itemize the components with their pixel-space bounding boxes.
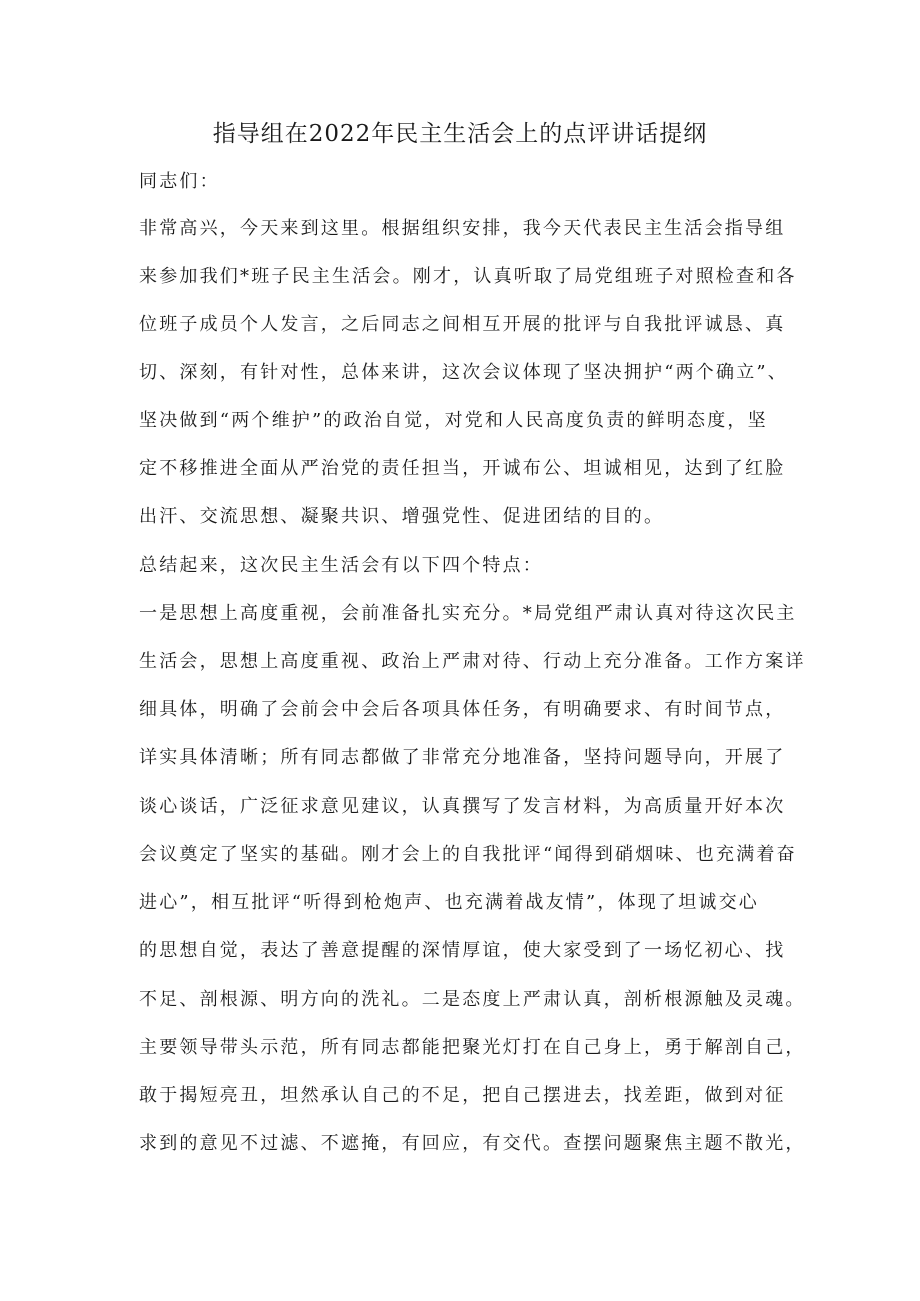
text-line: 生活会，思想上高度重视、政治上严肃对待、行动上充分准备。工作方案详 [139, 651, 806, 672]
text-line: 谈心谈话，广泛征求意见建议，认真撰写了发言材料，为高质量开好本次 [139, 796, 786, 817]
text-line: 切、深刻，有针对性，总体来讲，这次会议体现了坚决拥护“两个确立”、 [139, 362, 789, 383]
text-line: 来参加我们*班子民主生活会。刚才，认真听取了局党组班子对照检查和各 [139, 266, 797, 287]
text-line: 总结起来，这次民主生活会有以下四个特点： [139, 555, 543, 576]
text-line: 敢于揭短亮丑，坦然承认自己的不足，把自己摆进去，找差距，做到对征 [139, 1085, 786, 1106]
text-line: 坚决做到“两个维护”的政治自觉，对党和人民高度负责的鲜明态度，坚 [139, 410, 768, 431]
text-line: 定不移推进全面从严治党的责任担当，开诚布公、坦诚相见，达到了红脸 [139, 458, 786, 479]
text-line: 会议奠定了坚实的基础。刚才会上的自我批评“闻得到硝烟味、也充满着奋 [139, 844, 797, 865]
text-line: 求到的意见不过滤、不遮掩，有回应，有交代。查摆问题聚焦主题不散光， [139, 1133, 806, 1154]
text-line: 详实具体清晰；所有同志都做了非常充分地准备，坚持问题导向，开展了 [139, 747, 786, 768]
text-line: 细具体，明确了会前会中会后各项具体任务，有明确要求、有时间节点， [139, 699, 786, 720]
text-line: 出汗、交流思想、凝聚共识、增强党性、促进团结的目的。 [139, 506, 665, 527]
document-title: 指导组在2022年民主生活会上的点评讲话提纲 [212, 121, 708, 147]
text-line: 进心”，相互批评“听得到枪炮声、也充满着战友情”，体现了坦诚交心 [139, 892, 760, 913]
text-line: 非常高兴，今天来到这里。根据组织安排，我今天代表民主生活会指导组 [139, 218, 786, 239]
text-line: 不足、剖根源、明方向的洗礼。二是态度上严肃认真，剖析根源触及灵魂。 [139, 989, 806, 1010]
text-line: 主要领导带头示范，所有同志都能把聚光灯打在自己身上，勇于解剖自己， [139, 1037, 806, 1058]
text-line: 位班子成员个人发言，之后同志之间相互开展的批评与自我批评诚恳、真 [139, 314, 786, 335]
salutation-line: 同志们： [139, 171, 220, 192]
text-line: 的思想自觉，表达了善意提醒的深情厚谊，使大家受到了一场忆初心、找 [139, 940, 786, 961]
text-line: 一是思想上高度重视，会前准备扎实充分。*局党组严肃认真对待这次民主 [139, 603, 797, 624]
